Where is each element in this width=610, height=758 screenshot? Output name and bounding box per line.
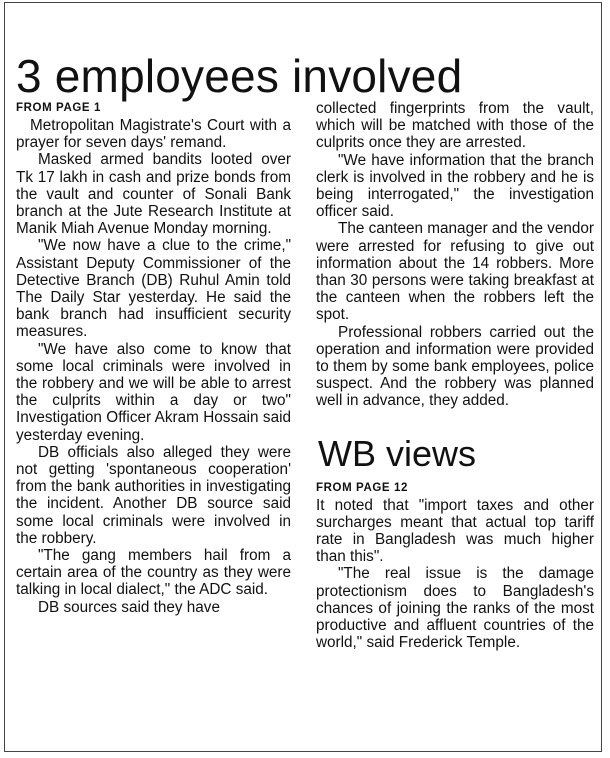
article-paragraph: DB sources said they have	[38, 598, 220, 616]
article-headline: 3 employees involved	[16, 49, 463, 102]
article-kicker: FROM PAGE 1	[16, 102, 101, 114]
article-paragraph: "We have information that the branch clerk is involved in the robbery and he is being interrogated," the investigation officer said.	[316, 151, 594, 221]
article-paragraph: "The gang members hail from a certain area of the country as they were talking in local dialect," the ADC said.	[16, 547, 291, 599]
second-article-headline: WB views	[318, 432, 477, 474]
article-paragraph: collected fingerprints from the vault, which will be matched with those of the culprits once they are arrested.	[316, 100, 594, 152]
article-paragraph: "The real issue is the damage protectionism does to Bangladesh's chances of joining the ranks of the most productive and affluent countries of the world," said Frederick Temple.	[316, 565, 594, 652]
second-article-kicker: FROM PAGE 12	[316, 481, 408, 494]
right-column	[316, 100, 594, 651]
article-paragraph: DB officials also alleged they were not getting 'spontaneous cooperation' from the bank authorities in investigating the incident. Another DB source said some local criminals were involved in the robbery.	[16, 443, 291, 547]
article-paragraph: Masked armed bandits looted over Tk 17 lakh in cash and prize bonds from the vault and counter of Sonali Bank branch at the Jute Research Institute at Manik Miah Avenue Monday morning.	[16, 151, 291, 238]
left-column	[16, 100, 291, 616]
article-paragraph: Metropolitan Magistrate's Court with a prayer for seven days' remand.	[16, 117, 291, 152]
article-paragraph: It noted that "import taxes and other surcharges meant that actual top tariff rate in Bangladesh was much higher than this".	[316, 496, 594, 566]
article-paragraph: "We have also come to know that some local criminals were involved in the robbery and we will be able to arrest the culprits within a day or two" Investigation Officer Akram Hossain said yesterday evening.	[16, 340, 291, 444]
article-paragraph: Professional robbers carried out the operation and information were provided to them by some bank employees, police suspect. And the robbery was planned well in advance, they added.	[316, 323, 594, 410]
article-paragraph: "We now have a clue to the crime," Assistant Deputy Commissioner of the Detective Branch (DB) Ruhul Amin told The Daily Star yesterday. He said the bank branch had insufficient security measures.	[16, 237, 291, 341]
article-paragraph: The canteen manager and the vendor were arrested for refusing to give out information about the 14 robbers. More than 30 persons were taking breakfast at the canteen when the robbers left the spot.	[316, 220, 594, 324]
